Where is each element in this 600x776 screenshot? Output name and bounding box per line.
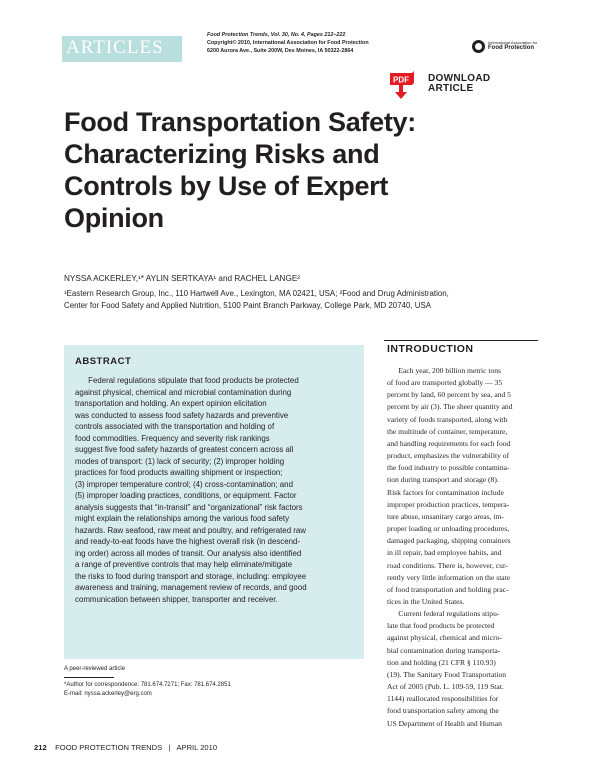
title-line: Food Transportation Safety:: [64, 107, 416, 137]
abstract-line: ing order) across all modes of transit. Our analysis also identified: [75, 548, 302, 558]
introduction-heading: INTRODUCTION: [387, 343, 474, 355]
abstract-line: practices for food products awaiting shipment or inspection;: [75, 468, 283, 477]
abstract-line: Federal regulations stipulate that food products be protected: [75, 376, 299, 385]
abstract-line: suggest five food safety hazards of greatest concern across all: [75, 445, 294, 454]
introduction-line: percent by air (3). The sheer quantity and: [387, 402, 513, 412]
footnote-line: *Author for correspondence: 781.674.7271; Fax: 781.674.2851: [64, 682, 231, 688]
introduction-line: Act of 2005 (Pub. L. 109-59, 119 Stat.: [387, 682, 504, 692]
journal-line: 6200 Aurora Ave., Suite 200W, Des Moines, IA 50322-2864: [207, 48, 354, 54]
footer-date: APRIL 2010: [176, 743, 218, 752]
section-tab: [62, 36, 182, 62]
introduction-line: variety of foods transported, along with: [387, 414, 508, 424]
abstract-line: hazards. Raw seafood, raw meat and poultry, and refrigerated raw: [75, 525, 306, 535]
abstract-line: transportation and holding. An expert opinion elicitation: [75, 399, 267, 408]
abstract-box: [64, 345, 364, 659]
affiliation-line: Center for Food Safety and Applied Nutrition, 5100 Paint Branch Parkway, College Park, MD 20740, USA: [64, 301, 431, 310]
introduction-line: 1144) reallocated responsibilities for: [387, 694, 499, 704]
introduction-line: late that food products be protected: [387, 621, 495, 631]
abstract-line: was conducted to assess food safety hazards and preventive: [75, 410, 289, 420]
page-number: 212: [34, 743, 47, 752]
logo-text: International Association for Food Protection: [488, 40, 538, 51]
abstract-line: might explain the relationships among the various food safety: [75, 514, 290, 523]
title-line: Characterizing Risks and: [64, 139, 380, 169]
journal-line: Food Protection Trends, Vol. 30, No. 4, Pages 212–222: [207, 32, 346, 38]
introduction-line: tion during transport and storage (8).: [387, 475, 499, 485]
introduction-line: Current federal regulations stipu-: [387, 609, 500, 619]
footnote-divider: [64, 677, 114, 678]
abstract-line: communication between shipper, transporter and receiver.: [75, 594, 278, 604]
journal-citation: [207, 31, 457, 55]
abstract-line: (5) improper loading practices, conditions, or equipment. Factor: [75, 491, 297, 500]
introduction-line: improper production practices, tempera-: [387, 499, 510, 509]
pdf-download-icon: [390, 70, 414, 100]
section-divider: [384, 340, 538, 341]
abstract-line: awareness and training, management review of records, and good: [75, 583, 307, 592]
journal-line: Copyright© 2010, International Association for Food Protection: [207, 40, 369, 46]
article-title: [64, 106, 534, 234]
introduction-line: proper loading or unloading procedures,: [387, 524, 510, 534]
download-article-button[interactable]: [390, 70, 510, 106]
abstract-line: against physical, chemical and microbial contamination during: [75, 387, 292, 397]
introduction-line: (19). The Sanitary Food Transportation: [387, 669, 507, 679]
footnotes: [64, 681, 231, 698]
introduction-line: and handling requirements for each food: [387, 438, 511, 448]
footer-journal: FOOD PROTECTION TRENDS: [55, 743, 163, 752]
title-line: Opinion: [64, 203, 164, 233]
introduction-line: tices in the United States.: [387, 596, 465, 606]
introduction-line: US Department of Health and Human: [387, 718, 502, 728]
footnote-line: E-mail: nyssa.ackerley@erg.com: [64, 690, 152, 697]
introduction-line: damaged packaging, shipping containers: [387, 536, 511, 546]
globe-icon: [472, 40, 485, 53]
iafp-logo: [472, 38, 542, 56]
introduction-line: percent by land, 60 percent by sea, and 5: [387, 390, 511, 400]
abstract-text: [75, 375, 353, 605]
introduction-text: [387, 365, 537, 730]
introduction-line: bial contamination during transporta-: [387, 645, 501, 655]
introduction-line: of food are transported globally — 35: [387, 378, 503, 388]
abstract-line: (3) improper temperature control; (4) cross-contamination; and: [75, 479, 293, 489]
section-tab-label: ARTICLES: [66, 37, 164, 58]
introduction-line: against physical, chemical and micro-: [387, 633, 502, 643]
introduction-line: Risk factors for contamination include: [387, 487, 504, 497]
peer-review-note: A peer-reviewed article: [64, 666, 126, 672]
author-list: NYSSA ACKERLEY,¹* AYLIN SERTKAYA¹ and RACHEL LANGE²: [64, 274, 301, 283]
abstract-line: modes of transport: (1) lack of security; (2) improper holding: [75, 456, 285, 466]
introduction-line: rently very little information on the state: [387, 572, 511, 582]
introduction-line: ture abuse, unsanitary cargo areas, im-: [387, 511, 504, 521]
introduction-line: road conditions. There is, however, cur-: [387, 560, 508, 570]
abstract-line: food commodities. Frequency and severity risk rankings: [75, 433, 270, 443]
download-label: DOWNLOAD ARTICLE: [428, 73, 491, 94]
introduction-line: of food transportation and holding prac-: [387, 584, 509, 594]
introduction-line: food transportation safety among the: [387, 706, 499, 716]
introduction-line: tion and holding (21 CFR § 110.93): [387, 657, 496, 667]
title-line: Controls by Use of Expert: [64, 171, 389, 201]
introduction-line: product, emphasizes the vulnerability of: [387, 451, 510, 461]
affiliation-line: ¹Eastern Research Group, Inc., 110 Hartwell Ave., Lexington, MA 02421, USA; ²Food and Drug Administration,: [64, 289, 449, 298]
abstract-heading: ABSTRACT: [75, 356, 132, 367]
introduction-line: the multitude of container, temperature,: [387, 426, 508, 436]
abstract-line: the risks to food during transport and storage, including: employee: [75, 571, 307, 581]
introduction-line: the food industry to possible contamina-: [387, 463, 510, 473]
svg-text:PDF: PDF: [393, 75, 409, 85]
abstract-line: analysis suggests that “in-transit” and “organizational” risk factors: [75, 502, 303, 512]
introduction-line: in ill repair, bad employee habits, and: [387, 548, 502, 558]
page-footer: 212 FOOD PROTECTION TRENDS | APRIL 2010: [34, 743, 218, 752]
abstract-line: a range of preventive controls that may help eliminate/mitigate: [75, 560, 293, 569]
abstract-line: and ready-to-eat foods have the highest overall risk (in descend-: [75, 537, 301, 546]
abstract-line: controls associated with the transportation and holding of: [75, 422, 275, 431]
affiliations: [64, 288, 544, 312]
introduction-line: Each year, 200 billion metric tons: [387, 366, 501, 375]
